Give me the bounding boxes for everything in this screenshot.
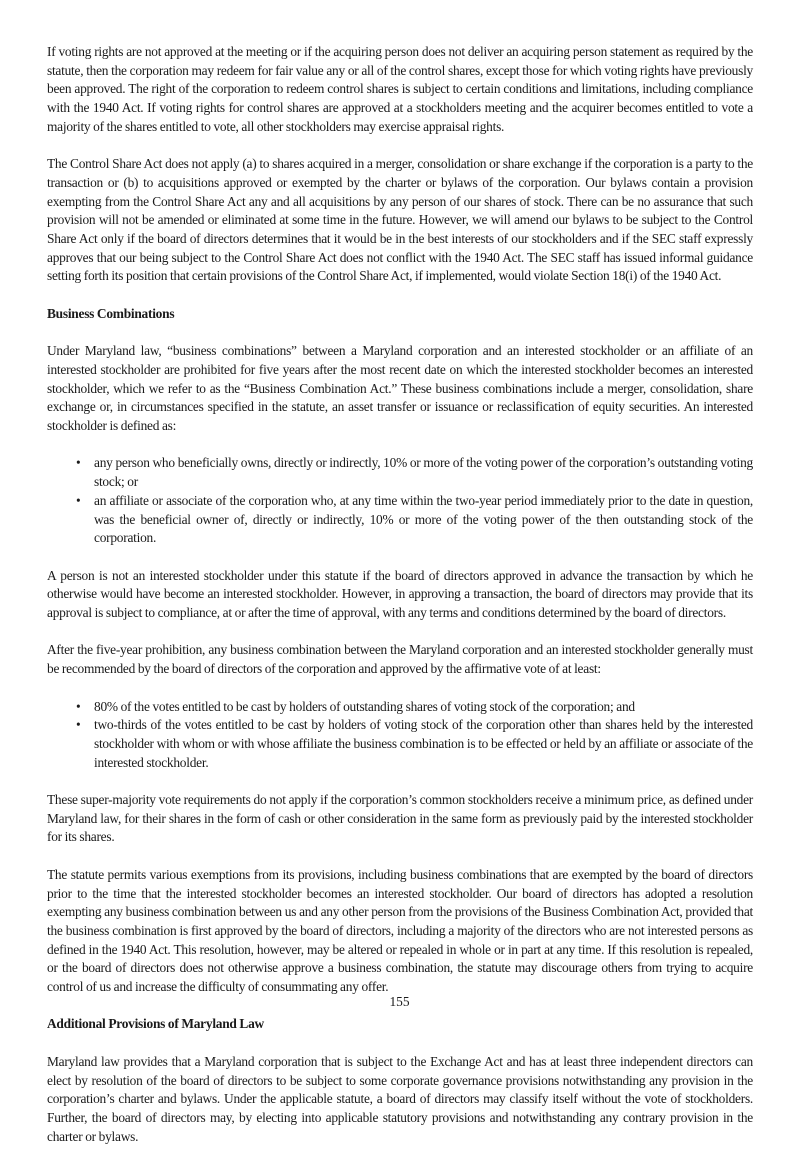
control-share-redemption-paragraph: If voting rights are not approved at the meeting or if the acquiring person does not deliver an acquiring person statement as required by the statute, then the corporation may redeem for fair value any or all of the control shares, except those for which voting rights have previously been approved. The right of the corporation to redeem control shares is subject to certain conditions and limitations, including compliance with the 1940 Act. If voting rights for control shares are approved at a stockholders meeting and the acquirer becomes entitled to vote a majority of the shares entitled to vote, all other stockholders may exercise appraisal rights. bbox=[47, 44, 753, 134]
control-share-act-exemption-paragraph: The Control Share Act does not apply (a) to shares acquired in a merger, consolidation or share exchange if the corporation is a party to the transaction or (b) to acquisitions approved or exempted by the charter or bylaws of the corporation. Our bylaws contain a provision exempting from the Control Share Act any and all acquisitions by any person of our shares of stock. There can be no assurance that such provision will not be amended or eliminated at some time in the future. However, we will amend our bylaws to be subject to the Control Share Act only if the board of directors determines that it would be in the best interests of our stockholders and if the SEC staff expressly approves that our being subject to the Control Share Act does not conflict with the 1940 Act. The SEC staff has issued informal guidance setting forth its position that certain provisions of the Control Share Act, if implemented, would violate Section 18(i) of the 1940 Act. bbox=[47, 156, 753, 284]
list-item-text: two-thirds of the votes entitled to be cast by holders of voting stock of the corporation other than shares held by the interested stockholder with whom or with whose affiliate the business combination is to be effected or held by an affiliate or associate of the interested stockholder. bbox=[94, 717, 753, 770]
additional-provisions-paragraph: Maryland law provides that a Maryland corporation that is subject to the Exchange Act and has at least three independent directors can elect by resolution of the board of directors to be subject to some corporate governance provisions notwithstanding any provision in the corporation’s charter and bylaws. Under the applicable statute, a board of directors may classify itself without the vote of stockholders. Further, the board of directors may, by electing into applicable statutory provisions and notwithstanding any contrary provision in the charter or bylaws. bbox=[47, 1053, 753, 1144]
list-item-text: an affiliate or associate of the corporation who, at any time within the two-year period immediately prior to the date in question, was the beneficial owner of, directly or indirectly, 10% or more of the voting power of the then outstanding stock of the corporation. bbox=[94, 492, 753, 546]
bullet-icon: • bbox=[76, 455, 81, 471]
business-combinations-intro-paragraph: Under Maryland law, “business combinations” between a Maryland corporation and an interested stockholder or an affiliate of an interested stockholder are prohibited for five years after the most recent date on which the interested stockholder becomes an interested stockholder, which we refer to as the “Business Combination Act.” These business combinations include a merger, consolidation, share exchange or, in circumstances specified in the statute, an asset transfer or issuance or reclassification of equity securities. An interested stockholder is defined as: bbox=[47, 343, 753, 434]
bullet-icon: • bbox=[76, 698, 81, 714]
page-number: 155 bbox=[389, 994, 410, 1009]
vote-requirement-intro-paragraph: After the five-year prohibition, any business combination between the Maryland corporation and an interested stockholder generally must be recommended by the board of directors of the corporation and approved by the affirmative vote of at least: bbox=[47, 642, 753, 677]
statute-exemptions-paragraph: The statute permits various exemptions from its provisions, including business combinations that are exempted by the board of directors prior to the time that the interested stockholder becomes an interested stockholder. Our board of directors has adopted a resolution exempting any business combination between us and any other person from the provisions of the Business Combination Act, provided that the business combination is first approved by the board of directors, including a majority of the directors who are not interested persons as defined in the 1940 Act. This resolution, however, may be altered or repealed in whole or in part at any time. If this resolution is repealed, or the board of directors does not otherwise approve a business combination, the statute may discourage others from trying to acquire control of us and increase the difficulty of consummating any offer. bbox=[47, 866, 753, 995]
list-item bbox=[47, 716, 753, 772]
list-item bbox=[47, 454, 753, 491]
advance-approval-paragraph: A person is not an interested stockholder under this statute if the board of directors approved in advance the transaction by which he otherwise would have become an interested stockholder. However, in approving a transaction, the board of directors may provide that its approval is subject to compliance, at or after the time of approval, with any terms and conditions determined by the board of directors. bbox=[47, 567, 753, 621]
business-combinations-heading: Business Combinations bbox=[47, 305, 175, 321]
list-item bbox=[47, 698, 753, 717]
vote-requirement-list bbox=[47, 698, 753, 773]
list-item-text: any person who beneficially owns, directly or indirectly, 10% or more of the voting power of the corporation’s outstanding voting stock; or bbox=[94, 455, 753, 490]
list-item bbox=[47, 492, 753, 548]
additional-provisions-heading: Additional Provisions of Maryland Law bbox=[47, 1016, 264, 1032]
bullet-icon: • bbox=[76, 492, 81, 508]
list-item-text: 80% of the votes entitled to be cast by holders of outstanding shares of voting stock of the corporation; and bbox=[94, 698, 635, 714]
interested-stockholder-definition-list bbox=[47, 454, 753, 548]
bullet-icon: • bbox=[76, 717, 81, 733]
supermajority-paragraph: These super-majority vote requirements do not apply if the corporation’s common stockholders receive a minimum price, as defined under Maryland law, for their shares in the form of cash or other consideration in the same form as previously paid by the interested stockholder for its shares. bbox=[47, 792, 753, 845]
